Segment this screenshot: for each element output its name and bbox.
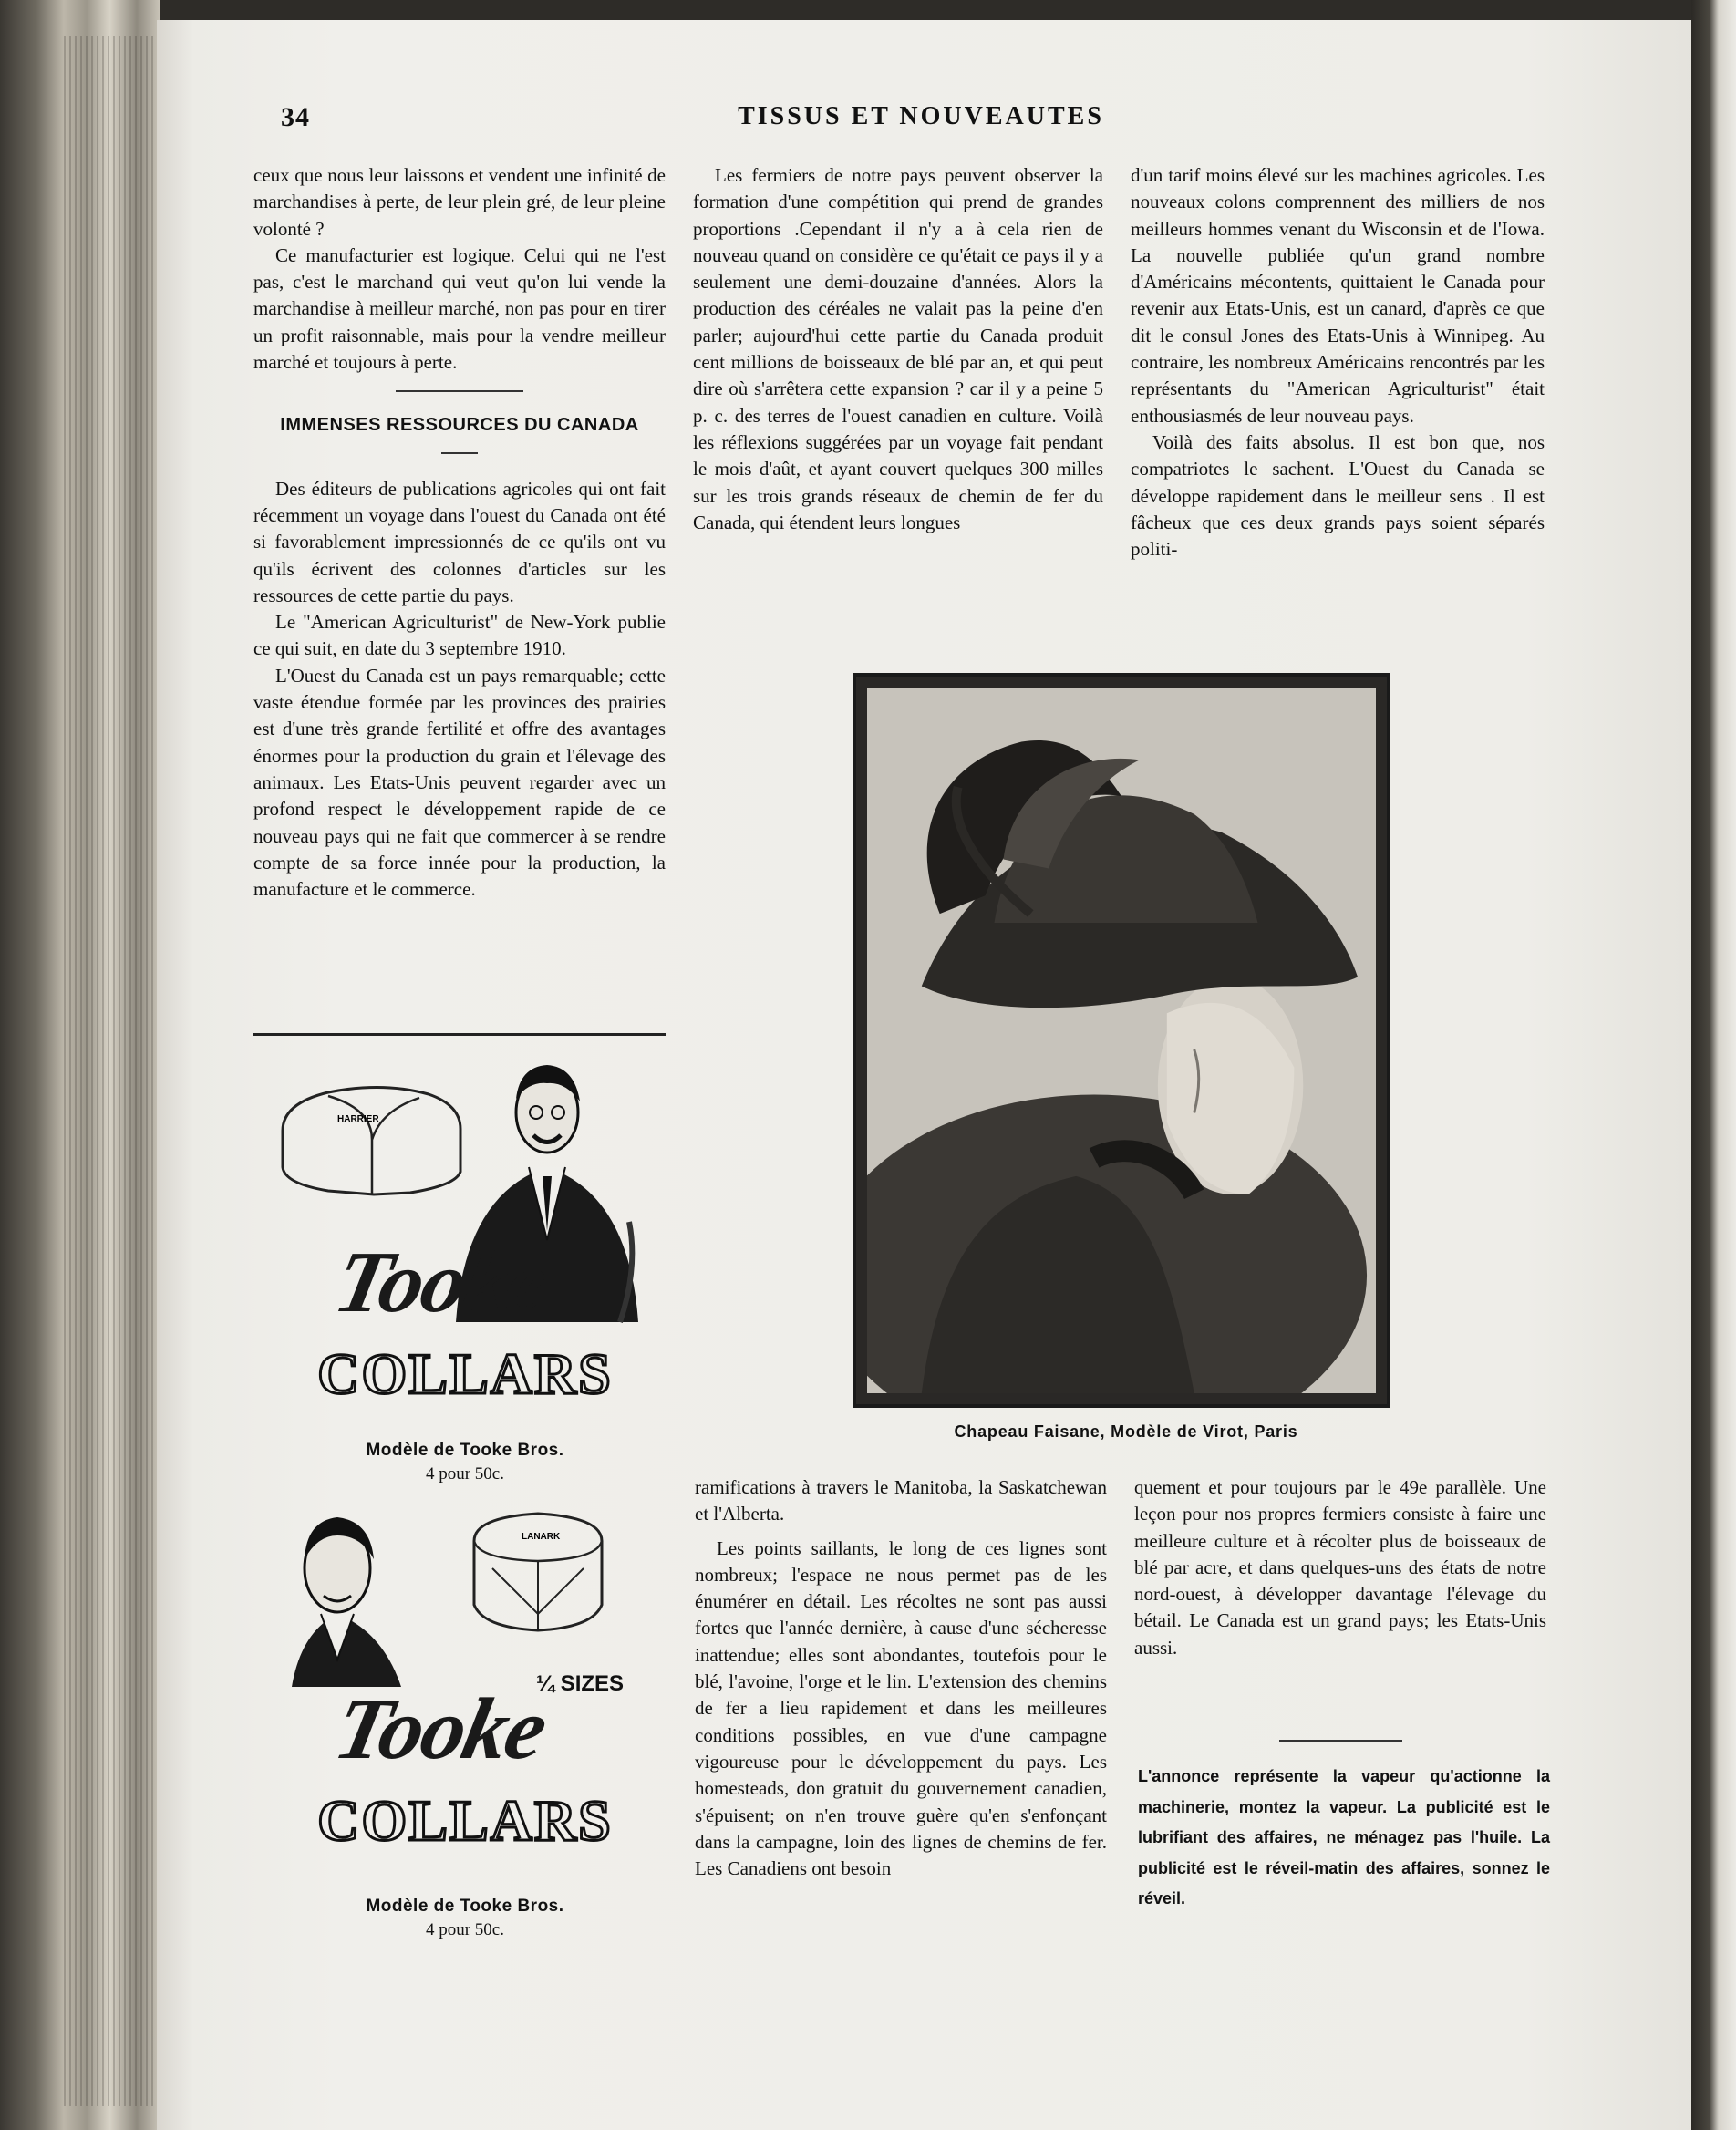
collar-label-1: HARRIER: [337, 1114, 379, 1124]
section-divider: [396, 390, 523, 392]
col1-paragraph-4: Le "American Agriculturist" de New-York publie ce qui suit, en date du 3 septembre 1910.: [253, 611, 666, 660]
hat-photo: [867, 688, 1376, 1393]
col1-paragraph-1: ceux que nous leur laissons et vendent une infinité de marchandises à perte, de leur plein gré, de leur pleine volonté ?: [253, 164, 666, 240]
quarter-sizes-label: ¼ SIZES: [536, 1671, 625, 1696]
ad-2-caption-model: Modèle de Tooke Bros.: [366, 1897, 564, 1916]
collar-illustration-2: [274, 1504, 656, 1687]
book-page-edges: [0, 0, 160, 2130]
col2-paragraph-3: Les points saillants, le long de ces lignes sont nombreux; l'espace ne nous permet pas de les énumérer en détail. Les récoltes ne sont pas aussi fortes que l'année dernière, à cause d'une sécheresse inattendue; elles sont abondantes, toutefois pour le blé, l'avoine, l'orge et le lin. L'extension des chemins de fer a lieu rapidement et dans les meilleures conditions possibles, en vue d'une campagne vigoureuse pour le développement du pays. Les homesteads, don gratuit du gouvernement canadien, s'épuisent; on n'en trouve guère qu'en s'enfonçant dans la campagne, loin des lignes de chemins de fer. Les Canadiens ont besoin: [695, 1536, 1107, 1880]
column-1-end-rule: [253, 1033, 666, 1036]
fashion-photo-frame: [852, 673, 1390, 1408]
tooke-collars-ad-1: [274, 1049, 656, 1422]
next-page-edge: [1691, 0, 1736, 2130]
ad-1-caption: [274, 1439, 656, 1486]
ad-2-caption: [274, 1895, 656, 1942]
col1-paragraph-5: L'Ouest du Canada est un pays remarquable; cette vaste étendue formée par les provinces des prairies est d'une très grande fertilité et offre des avantages énormes pour la production du grain et l'élevage des animaux. Les Etats-Unis peuvent regarder avec un profond respect le développement rapide de ce nouveau pays qui ne fait que commercer à se rendre compte de sa force innée pour la production, la manufacture et le commerce.: [253, 664, 666, 901]
ad-1-caption-model: Modèle de Tooke Bros.: [366, 1441, 564, 1460]
col1-paragraph-2: Ce manufacturier est logique. Celui qui ne l'est pas, c'est le marchand qui veut qu'on lui vende la marchandise à meilleur marché, non pas pour en tirer un profit raisonnable, mais pour la vendre meilleur marché et toujours à perte.: [253, 243, 666, 374]
col1-paragraph-3: Des éditeurs de publications agricoles qui ont fait récemment un voyage dans l'ouest du Canada ont été si favorablement impressionnés de ce qu'ils ont vu qu'ils écrivent des colonnes d'articles sur les ressources de cette partie du pays.: [253, 477, 666, 606]
tooke-script-logo-2: Tooke: [326, 1680, 554, 1777]
col2-paragraph-2: ramifications à travers le Manitoba, la Saskatchewan et l'Alberta.: [695, 1476, 1107, 1525]
column-2-top: [693, 162, 1103, 536]
section-title: IMMENSES RESSOURCES DU CANADA: [280, 415, 639, 436]
section-subdivider: [441, 452, 478, 454]
column-2-bottom: [695, 1474, 1107, 1882]
ad-2-caption-price: 4 pour 50c.: [425, 1920, 504, 1939]
page-number: 34: [281, 102, 310, 132]
running-head: TISSUS ET NOUVEAUTES: [738, 102, 1104, 130]
ad-1-caption-price: 4 pour 50c.: [425, 1464, 504, 1484]
collar-label-2: LANARK: [522, 1532, 561, 1542]
quote-divider: [1279, 1740, 1402, 1742]
column-3-top: [1131, 162, 1545, 563]
tooke-script-logo-1: Tooke: [326, 1233, 554, 1330]
advertising-quote: L'annonce représente la vapeur qu'actionne la machinerie, montez la vapeur. La publicité est le lubrifiant des affaires, ne ménagez pas l'huile. La publicité est le réveil-matin des affaires, sonnez le réveil.: [1138, 1767, 1550, 1908]
collars-wordmark-2: COLLARS: [317, 1788, 613, 1853]
column-1: [253, 162, 666, 903]
col3-paragraph-2: Voilà des faits absolus. Il est bon que, nos compatriotes le sachent. L'Ouest du Canada se développe rapidement dans le meilleur sens . Il est fâcheux que ces deux grands pays soient séparés politi-: [1131, 430, 1545, 561]
col3-paragraph-3: quement et pour toujours par le 49e parallèle. Une leçon pour nos propres fermiers consiste à faire une meilleure culture et à récolter plus de boisseaux de blé par acre, et dans quelques-uns des états de notre nord-ouest, à développer davantage l'élevage du bétail. Le Canada est un grand pays; les Etats-Unis aussi.: [1134, 1476, 1546, 1659]
photo-caption: Chapeau Faisane, Modèle de Virot, Paris: [954, 1422, 1298, 1441]
collars-wordmark-1: COLLARS: [317, 1341, 613, 1406]
col2-paragraph-1: Les fermiers de notre pays peuvent observer la formation d'une compétition qui prend de grandes proportions .Cependant il n'y a à cela rien de nouveau quand on considère ce qu'était ce pays il y a seulement une demi-douzaine d'années. Alors la production des céréales ne valait pas la peine d'en parler; aujourd'hui cette partie du Canada produit cent millions de boisseaux de blé par an, et qui peut dire où s'arrêtera cette expansion ? car il y a peine 5 p. c. des terres de l'ouest canadien en culture. Voilà les réflexions suggérées par un voyage fait pendant le mois d'aût, et ayant couvert quelques 300 milles sur les trois grands réseaux de chemin de fer du Canada, qui étendent leurs longues: [693, 164, 1103, 533]
column-3-bottom: [1134, 1474, 1546, 1661]
col3-paragraph-1: d'un tarif moins élevé sur les machines agricoles. Les nouveaux colons comprennent des milliers de nos meilleurs hommes venant du Wisconsin et de l'Iowa. La nouvelle publiée qu'un grand nombre d'Américains mécontents, quittaient le Canada pour revenir aux Etats-Unis, est un canard, d'après ce que dit le consul Jones des Etats-Unis à Winnipeg. Au contraire, les nombreux Américains rencontrés par les représentants du "American Agriculturist" était enthousiasmés de leur nouveau pays.: [1131, 164, 1545, 427]
